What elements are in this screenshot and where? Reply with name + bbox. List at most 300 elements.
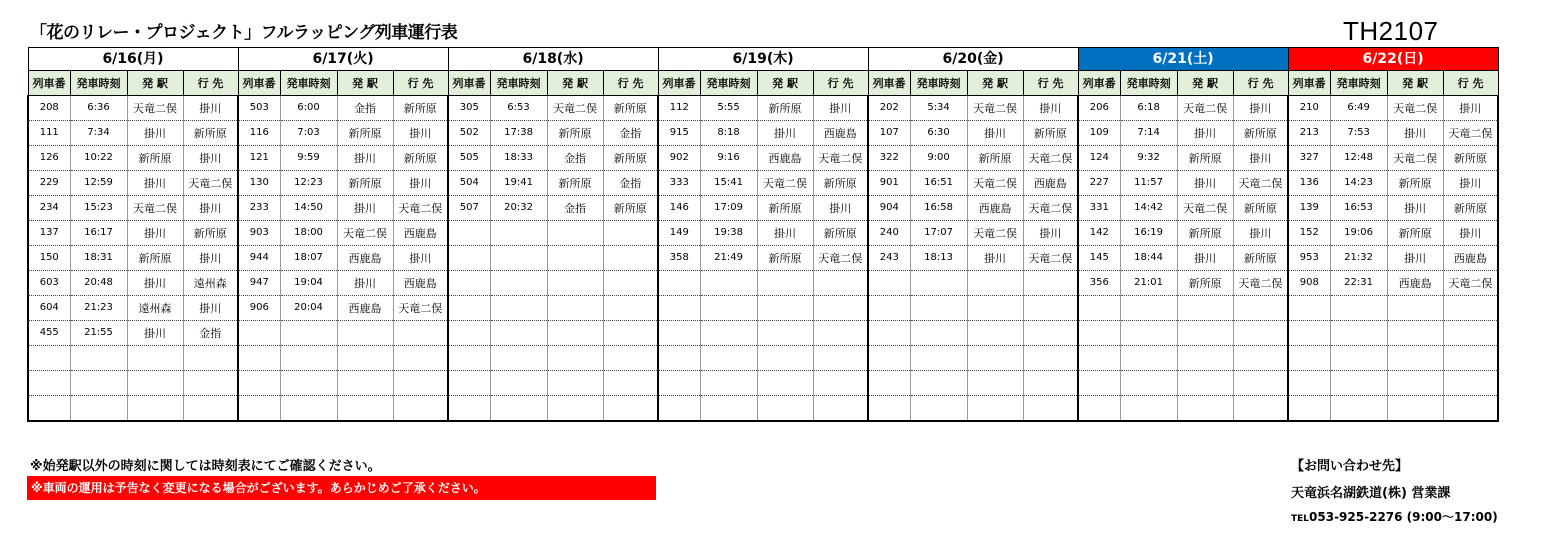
train-number-cell: 505 (448, 146, 490, 171)
departure-time-cell: 19:06 (1330, 221, 1387, 246)
departure-station-cell: 掛川 (127, 171, 183, 196)
destination-cell: 掛川 (183, 96, 238, 121)
train-number-cell (658, 346, 700, 371)
departure-time-cell: 21:49 (700, 246, 757, 271)
destination-cell: 掛川 (1023, 96, 1078, 121)
destination-cell: 天竜二俣 (1443, 121, 1498, 146)
departure-time-cell: 6:53 (490, 96, 547, 121)
departure-station-cell: 掛川 (757, 221, 813, 246)
train-number-cell (658, 371, 700, 396)
departure-time-cell: 9:59 (280, 146, 337, 171)
departure-station-cell (127, 396, 183, 422)
departure-station-cell: 新所原 (337, 171, 393, 196)
departure-station-cell (757, 396, 813, 422)
column-header-train-number: 列車番 (1288, 71, 1330, 96)
destination-cell: 天竜二俣 (813, 146, 868, 171)
destination-cell: 掛川 (1443, 171, 1498, 196)
train-number-cell: 112 (658, 96, 700, 121)
train-number-cell: 904 (868, 196, 910, 221)
train-number-cell: 903 (238, 221, 280, 246)
departure-station-cell: 西鹿島 (337, 296, 393, 321)
departure-time-cell: 9:32 (1120, 146, 1177, 171)
train-number-cell: 149 (658, 221, 700, 246)
departure-time-cell (1330, 321, 1387, 346)
train-number-cell: 901 (868, 171, 910, 196)
table-row (28, 96, 1498, 121)
column-header-destination: 行 先 (1233, 71, 1288, 96)
day-header: 6/16(月) (28, 48, 238, 71)
departure-time-cell: 15:23 (70, 196, 127, 221)
train-number-cell: 902 (658, 146, 700, 171)
departure-time-cell: 5:55 (700, 96, 757, 121)
column-header-train-number: 列車番 (448, 71, 490, 96)
departure-time-cell (490, 321, 547, 346)
train-number-cell: 126 (28, 146, 70, 171)
train-number-cell (1078, 396, 1120, 422)
destination-cell: 掛川 (393, 171, 448, 196)
departure-station-cell (547, 221, 603, 246)
departure-time-cell: 9:00 (910, 146, 967, 171)
train-number-cell (868, 296, 910, 321)
departure-station-cell (757, 321, 813, 346)
departure-station-cell (1177, 321, 1233, 346)
departure-station-cell: 金指 (337, 96, 393, 121)
departure-station-cell: 天竜二俣 (967, 221, 1023, 246)
column-header-destination: 行 先 (1443, 71, 1498, 96)
departure-station-cell (547, 246, 603, 271)
destination-cell: 西鹿島 (813, 121, 868, 146)
departure-station-cell (1177, 346, 1233, 371)
table-row (28, 246, 1498, 271)
departure-time-cell: 12:23 (280, 171, 337, 196)
column-header-destination: 行 先 (183, 71, 238, 96)
departure-station-cell: 新所原 (1387, 171, 1443, 196)
train-number-cell (238, 321, 280, 346)
train-number-cell: 124 (1078, 146, 1120, 171)
train-number-cell: 107 (868, 121, 910, 146)
departure-station-cell: 天竜二俣 (1387, 146, 1443, 171)
departure-station-cell: 天竜二俣 (337, 221, 393, 246)
train-number-cell: 208 (28, 96, 70, 121)
train-number-cell: 130 (238, 171, 280, 196)
departure-station-cell (1177, 371, 1233, 396)
destination-cell (1233, 396, 1288, 422)
destination-cell (603, 346, 658, 371)
train-number-cell (238, 346, 280, 371)
destination-cell: 掛川 (1233, 146, 1288, 171)
day-header: 6/18(水) (448, 48, 658, 71)
departure-time-cell: 11:57 (1120, 171, 1177, 196)
departure-station-cell: 天竜二俣 (967, 96, 1023, 121)
departure-time-cell: 7:03 (280, 121, 337, 146)
train-number-cell (868, 396, 910, 422)
destination-cell (1023, 296, 1078, 321)
departure-station-cell: 西鹿島 (337, 246, 393, 271)
departure-station-cell (337, 396, 393, 422)
train-number-cell: 109 (1078, 121, 1120, 146)
destination-cell: 新所原 (1443, 146, 1498, 171)
departure-time-cell (280, 346, 337, 371)
destination-cell: 遠州森 (183, 271, 238, 296)
train-number-cell (1288, 296, 1330, 321)
train-number-cell: 327 (1288, 146, 1330, 171)
destination-cell: 新所原 (813, 171, 868, 196)
train-number-cell (658, 321, 700, 346)
destination-cell (1443, 321, 1498, 346)
departure-time-cell: 16:19 (1120, 221, 1177, 246)
day-header: 6/21(土) (1078, 48, 1288, 71)
destination-cell (603, 396, 658, 422)
departure-station-cell: 金指 (547, 196, 603, 221)
departure-station-cell: 新所原 (337, 121, 393, 146)
departure-time-cell (490, 271, 547, 296)
departure-station-cell (757, 271, 813, 296)
column-header-destination: 行 先 (393, 71, 448, 96)
train-number-cell (448, 246, 490, 271)
departure-time-cell: 7:53 (1330, 121, 1387, 146)
departure-time-cell (910, 271, 967, 296)
departure-station-cell: 新所原 (127, 146, 183, 171)
destination-cell: 天竜二俣 (393, 196, 448, 221)
column-header-departure-station: 発 駅 (127, 71, 183, 96)
destination-cell (183, 396, 238, 422)
departure-station-cell: 掛川 (337, 196, 393, 221)
departure-time-cell (70, 396, 127, 422)
departure-time-cell: 6:30 (910, 121, 967, 146)
departure-station-cell: 新所原 (1177, 146, 1233, 171)
destination-cell: 西鹿島 (393, 271, 448, 296)
train-number-cell: 503 (238, 96, 280, 121)
departure-time-cell (910, 346, 967, 371)
departure-time-cell: 6:49 (1330, 96, 1387, 121)
destination-cell: 掛川 (183, 246, 238, 271)
departure-station-cell (547, 346, 603, 371)
destination-cell (183, 346, 238, 371)
train-number-cell (448, 396, 490, 422)
train-number-cell: 146 (658, 196, 700, 221)
column-header-train-number: 列車番 (238, 71, 280, 96)
departure-time-cell: 21:55 (70, 321, 127, 346)
train-number-cell (868, 321, 910, 346)
destination-cell (603, 221, 658, 246)
departure-time-cell: 17:09 (700, 196, 757, 221)
destination-cell (813, 271, 868, 296)
departure-time-cell: 19:41 (490, 171, 547, 196)
contact-company: 天竜浜名湖鉄道(株) 営業課 (1291, 486, 1451, 501)
train-number-cell (448, 371, 490, 396)
departure-time-cell (280, 321, 337, 346)
train-number-cell (238, 396, 280, 422)
train-number-cell: 502 (448, 121, 490, 146)
destination-cell: 新所原 (1443, 196, 1498, 221)
destination-cell (393, 396, 448, 422)
departure-time-cell: 16:58 (910, 196, 967, 221)
departure-time-cell (910, 396, 967, 422)
departure-time-cell (910, 321, 967, 346)
train-number-cell: 358 (658, 246, 700, 271)
departure-time-cell: 9:16 (700, 146, 757, 171)
column-header-departure-station: 発 駅 (1387, 71, 1443, 96)
departure-time-cell (1330, 396, 1387, 422)
page-title: 「花のリレー・プロジェクト」フルラッピング列車運行表 (30, 23, 458, 43)
destination-cell: 天竜二俣 (1023, 196, 1078, 221)
destination-cell: 天竜二俣 (393, 296, 448, 321)
departure-station-cell: 掛川 (337, 271, 393, 296)
departure-station-cell (1387, 321, 1443, 346)
departure-time-cell: 15:41 (700, 171, 757, 196)
train-number-cell: 136 (1288, 171, 1330, 196)
departure-time-cell: 5:34 (910, 96, 967, 121)
departure-station-cell: 掛川 (967, 246, 1023, 271)
departure-time-cell: 18:13 (910, 246, 967, 271)
column-header-departure-station: 発 駅 (1177, 71, 1233, 96)
train-number-cell: 139 (1288, 196, 1330, 221)
departure-time-cell (1330, 371, 1387, 396)
departure-time-cell (490, 371, 547, 396)
departure-time-cell (70, 371, 127, 396)
departure-station-cell: 新所原 (547, 121, 603, 146)
train-number-cell: 915 (658, 121, 700, 146)
departure-station-cell (967, 346, 1023, 371)
column-header-departure-station: 発 駅 (547, 71, 603, 96)
departure-station-cell (1387, 296, 1443, 321)
table-row (28, 371, 1498, 396)
destination-cell (1233, 321, 1288, 346)
departure-time-cell: 14:23 (1330, 171, 1387, 196)
departure-time-cell: 12:48 (1330, 146, 1387, 171)
departure-time-cell: 16:51 (910, 171, 967, 196)
train-number-cell: 908 (1288, 271, 1330, 296)
departure-time-cell (1120, 346, 1177, 371)
destination-cell (1023, 346, 1078, 371)
column-header-departure-time: 発車時刻 (280, 71, 337, 96)
departure-station-cell: 掛川 (1387, 196, 1443, 221)
destination-cell (603, 321, 658, 346)
train-number-cell: 356 (1078, 271, 1120, 296)
table-row (28, 196, 1498, 221)
destination-cell: 西鹿島 (1443, 246, 1498, 271)
departure-station-cell: 掛川 (1387, 121, 1443, 146)
train-number-cell (448, 296, 490, 321)
departure-time-cell: 10:22 (70, 146, 127, 171)
departure-station-cell: 天竜二俣 (757, 171, 813, 196)
departure-time-cell: 20:04 (280, 296, 337, 321)
destination-cell (393, 371, 448, 396)
column-header-destination: 行 先 (813, 71, 868, 96)
destination-cell: 天竜二俣 (1443, 271, 1498, 296)
column-header-destination: 行 先 (1023, 71, 1078, 96)
table-row (28, 346, 1498, 371)
destination-cell (1023, 396, 1078, 422)
table-row (28, 121, 1498, 146)
destination-cell (1443, 296, 1498, 321)
destination-cell: 掛川 (1233, 96, 1288, 121)
document-code: TH2107 (1343, 16, 1439, 46)
train-number-cell: 233 (238, 196, 280, 221)
departure-station-cell: 天竜二俣 (127, 96, 183, 121)
departure-time-cell: 19:38 (700, 221, 757, 246)
destination-cell: 新所原 (603, 196, 658, 221)
departure-time-cell: 6:00 (280, 96, 337, 121)
column-header-departure-station: 発 駅 (757, 71, 813, 96)
departure-station-cell (337, 346, 393, 371)
departure-station-cell: 新所原 (547, 171, 603, 196)
column-header-departure-time: 発車時刻 (910, 71, 967, 96)
departure-time-cell: 18:00 (280, 221, 337, 246)
departure-time-cell (910, 296, 967, 321)
train-number-cell: 206 (1078, 96, 1120, 121)
train-number-cell: 305 (448, 96, 490, 121)
departure-station-cell (1177, 396, 1233, 422)
table-row (28, 146, 1498, 171)
destination-cell: 掛川 (813, 96, 868, 121)
departure-station-cell: 新所原 (1177, 221, 1233, 246)
train-number-cell (448, 271, 490, 296)
train-number-cell (1078, 321, 1120, 346)
train-number-cell: 603 (28, 271, 70, 296)
train-number-cell: 145 (1078, 246, 1120, 271)
destination-cell (813, 371, 868, 396)
train-number-cell (448, 346, 490, 371)
contact-heading: 【お問い合わせ先】 (1291, 459, 1409, 474)
departure-time-cell (490, 346, 547, 371)
departure-station-cell (547, 296, 603, 321)
departure-station-cell: 天竜二俣 (127, 196, 183, 221)
departure-station-cell (757, 346, 813, 371)
departure-time-cell (280, 371, 337, 396)
departure-station-cell (337, 321, 393, 346)
train-number-cell: 227 (1078, 171, 1120, 196)
departure-station-cell: 天竜二俣 (1387, 96, 1443, 121)
departure-station-cell: 西鹿島 (757, 146, 813, 171)
departure-time-cell: 7:14 (1120, 121, 1177, 146)
destination-cell (1233, 296, 1288, 321)
train-number-cell: 234 (28, 196, 70, 221)
departure-time-cell: 12:59 (70, 171, 127, 196)
destination-cell: 天竜二俣 (1023, 146, 1078, 171)
train-number-cell (1078, 371, 1120, 396)
departure-station-cell (1387, 346, 1443, 371)
column-header-train-number: 列車番 (868, 71, 910, 96)
train-number-cell: 504 (448, 171, 490, 196)
column-header-train-number: 列車番 (28, 71, 70, 96)
departure-station-cell (547, 271, 603, 296)
departure-station-cell: 掛川 (1177, 121, 1233, 146)
train-number-cell (658, 396, 700, 422)
train-number-cell: 953 (1288, 246, 1330, 271)
train-number-cell: 944 (238, 246, 280, 271)
departure-station-cell: 西鹿島 (967, 196, 1023, 221)
column-header-departure-station: 発 駅 (337, 71, 393, 96)
departure-station-cell: 掛川 (1177, 171, 1233, 196)
departure-time-cell: 20:32 (490, 196, 547, 221)
departure-station-cell (967, 396, 1023, 422)
departure-time-cell (490, 221, 547, 246)
destination-cell: 掛川 (183, 296, 238, 321)
departure-time-cell: 6:36 (70, 96, 127, 121)
departure-station-cell: 掛川 (1387, 246, 1443, 271)
departure-time-cell (490, 396, 547, 422)
destination-cell: 新所原 (603, 96, 658, 121)
departure-time-cell: 18:07 (280, 246, 337, 271)
destination-cell: 掛川 (1233, 221, 1288, 246)
departure-station-cell: 掛川 (1177, 246, 1233, 271)
destination-cell (1443, 346, 1498, 371)
destination-cell (393, 321, 448, 346)
train-number-cell: 152 (1288, 221, 1330, 246)
train-number-cell: 240 (868, 221, 910, 246)
departure-station-cell (967, 321, 1023, 346)
day-header: 6/19(木) (658, 48, 868, 71)
train-number-cell (28, 396, 70, 422)
destination-cell (603, 371, 658, 396)
departure-station-cell: 天竜二俣 (1177, 196, 1233, 221)
departure-station-cell: 掛川 (127, 321, 183, 346)
destination-cell: 掛川 (183, 146, 238, 171)
departure-station-cell (967, 371, 1023, 396)
destination-cell (393, 346, 448, 371)
day-header: 6/22(日) (1288, 48, 1498, 71)
destination-cell (1233, 371, 1288, 396)
destination-cell: 掛川 (813, 196, 868, 221)
train-number-cell (28, 371, 70, 396)
departure-time-cell (1330, 346, 1387, 371)
tel-label: TEL (1291, 514, 1310, 524)
train-number-cell (1288, 396, 1330, 422)
train-number-cell (1288, 371, 1330, 396)
departure-station-cell: 新所原 (757, 96, 813, 121)
departure-time-cell (280, 396, 337, 422)
departure-time-cell: 19:04 (280, 271, 337, 296)
destination-cell: 金指 (603, 121, 658, 146)
departure-time-cell: 6:18 (1120, 96, 1177, 121)
train-number-cell: 142 (1078, 221, 1120, 246)
destination-cell (813, 321, 868, 346)
departure-time-cell: 18:33 (490, 146, 547, 171)
destination-cell: 新所原 (603, 146, 658, 171)
departure-time-cell: 8:18 (700, 121, 757, 146)
departure-station-cell (547, 321, 603, 346)
departure-time-cell: 16:17 (70, 221, 127, 246)
table-row (28, 271, 1498, 296)
departure-time-cell (1330, 296, 1387, 321)
departure-time-cell (490, 296, 547, 321)
destination-cell (603, 296, 658, 321)
train-number-cell (1078, 296, 1120, 321)
column-header-departure-time: 発車時刻 (1120, 71, 1177, 96)
train-number-cell (658, 271, 700, 296)
destination-cell: 新所原 (1233, 121, 1288, 146)
destination-cell: 天竜二俣 (813, 246, 868, 271)
train-number-cell: 202 (868, 96, 910, 121)
departure-station-cell: 遠州森 (127, 296, 183, 321)
train-number-cell: 116 (238, 121, 280, 146)
departure-time-cell (700, 396, 757, 422)
departure-station-cell: 天竜二俣 (967, 171, 1023, 196)
departure-time-cell (1120, 321, 1177, 346)
table-row (28, 321, 1498, 346)
destination-cell: 掛川 (1443, 221, 1498, 246)
column-header-departure-station: 発 駅 (967, 71, 1023, 96)
departure-station-cell: 掛川 (757, 121, 813, 146)
departure-time-cell: 20:48 (70, 271, 127, 296)
departure-station-cell: 金指 (547, 146, 603, 171)
departure-station-cell: 掛川 (127, 121, 183, 146)
destination-cell (183, 371, 238, 396)
departure-station-cell: 天竜二俣 (547, 96, 603, 121)
destination-cell: 掛川 (393, 246, 448, 271)
destination-cell: 新所原 (183, 121, 238, 146)
